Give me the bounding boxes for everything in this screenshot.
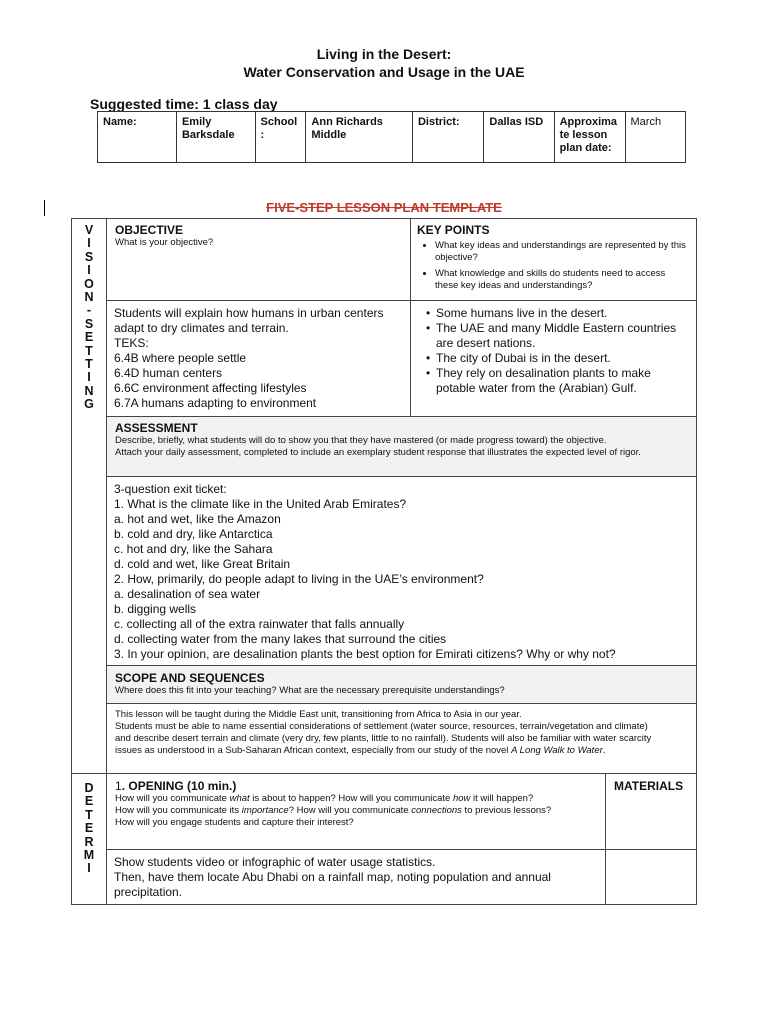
scope-line: Students must be able to name essential considerations of settlement (water source, resources, terrain/vegetation and climate) <box>115 721 648 732</box>
opening-prompt <box>115 805 597 817</box>
vision-letter: T <box>85 357 93 372</box>
document-title-line1: Living in the Desert: <box>316 46 452 62</box>
exit-ticket-line: a. hot and wet, like the Amazon <box>114 512 281 526</box>
scope-heading: SCOPE AND SEQUENCES <box>115 671 265 685</box>
determining-column <box>71 773 107 905</box>
key-points-content-cell <box>410 300 697 417</box>
objective-line: TEKS: <box>114 336 149 350</box>
school-value: Ann Richards Middle <box>306 112 413 163</box>
school-label: School : <box>255 112 306 163</box>
opening-prompt: How will you engage students and capture their interest? <box>115 817 354 828</box>
exit-ticket-line: b. cold and dry, like Antarctica <box>114 527 273 541</box>
vision-letter: I <box>87 370 91 385</box>
determining-letter: I <box>87 861 91 876</box>
objective-prompt: What is your objective? <box>115 237 214 248</box>
vision-setting-label <box>72 219 106 412</box>
determining-letter: E <box>84 821 94 836</box>
prompt-emphasis: importance <box>241 805 289 816</box>
scope-content-cell <box>106 703 697 774</box>
materials-header-cell <box>605 773 697 850</box>
opening-header-cell <box>106 773 606 850</box>
objective-content-cell <box>106 300 411 417</box>
document-title-line2: Water Conservation and Usage in the UAE <box>243 64 525 80</box>
key-points-heading: KEY POINTS <box>417 223 490 237</box>
district-value: Dallas ISD <box>484 112 554 163</box>
prompt-text: is about to happen? How will you communicate <box>249 793 453 804</box>
lesson-info-table <box>97 111 686 163</box>
exit-ticket-line: b. digging wells <box>114 602 197 616</box>
vision-letter: S <box>84 249 94 264</box>
objective-line: Students will explain how humans in urban centers <box>114 306 384 320</box>
scope-prompt: Where does this fit into your teaching? What are the necessary prerequisite understandings? <box>115 685 505 696</box>
prompt-emphasis: what <box>229 793 250 804</box>
vision-letter: E <box>84 330 94 345</box>
prompt-text: to previous lessons? <box>461 805 552 816</box>
key-points-list <box>425 306 692 396</box>
key-point-item: • The city of Dubai is in the desert. <box>436 351 692 366</box>
opening-title: . OPENING (10 min.) <box>121 779 237 793</box>
vision-letter: - <box>86 303 92 318</box>
prompt-text: How will you communicate <box>115 793 230 804</box>
objective-line: 6.4B where people settle <box>114 351 247 365</box>
book-title: A Long Walk to Water <box>511 745 603 756</box>
opening-content-cell <box>106 849 606 905</box>
district-label: District: <box>412 112 483 163</box>
key-points-prompts <box>417 240 690 292</box>
prompt-emphasis: connections <box>411 805 462 816</box>
key-points-prompt: • What knowledge and skills do students need to access these key ideas and understandings? <box>435 268 690 292</box>
name-label: Name: <box>98 112 177 163</box>
vision-letter: I <box>87 236 91 251</box>
assessment-header-cell <box>106 416 697 477</box>
opening-heading <box>115 779 597 793</box>
vision-letter: N <box>84 383 94 398</box>
assessment-content-cell <box>106 476 697 666</box>
name-value: Emily Barksdale <box>176 112 255 163</box>
date-value: March <box>625 112 686 163</box>
exit-ticket-line: d. cold and wet, like Great Britain <box>114 557 291 571</box>
objective-line: 6.6C environment affecting lifestyles <box>114 381 307 395</box>
vision-setting-column <box>71 218 107 774</box>
scope-line-end: . <box>602 745 606 756</box>
exit-ticket-line: 3-question exit ticket: <box>114 482 227 496</box>
opening-line: Then, have them locate Abu Dhabi on a rainfall map, noting population and annual <box>114 870 551 884</box>
vision-letter: S <box>84 316 94 331</box>
vision-letter: N <box>84 290 94 305</box>
exit-ticket-line: 1. What is the climate like in the United Arab Emirates? <box>114 497 407 511</box>
key-point-item: • They rely on desalination plants to make potable water from the (Arabian) Gulf. <box>436 366 692 396</box>
vision-letter: G <box>84 397 94 412</box>
scope-line: This lesson will be taught during the Middle East unit, transitioning from Africa to Asia in our year. <box>115 709 522 720</box>
determining-letter: T <box>85 807 93 822</box>
assessment-heading: ASSESSMENT <box>115 421 198 435</box>
objective-header-cell <box>106 218 411 301</box>
materials-heading: MATERIALS <box>614 779 684 793</box>
determining-letter: R <box>84 834 94 849</box>
determining-letter: D <box>84 781 94 795</box>
vision-letter: V <box>84 223 94 237</box>
key-points-header-cell <box>410 218 697 301</box>
exit-ticket-line: c. collecting all of the extra rainwater that falls annually <box>114 617 405 631</box>
scope-line: and describe desert terrain and climate (very dry, few plants, little to no rainfall). Students will also be familiar with water scarcity <box>115 733 652 744</box>
vision-letter: I <box>87 263 91 278</box>
objective-line: adapt to dry climates and terrain. <box>114 321 289 335</box>
prompt-emphasis: how <box>452 793 471 804</box>
determining-letter: M <box>83 848 95 863</box>
vision-letter: O <box>84 276 94 291</box>
opening-number: 1 <box>115 779 122 793</box>
key-point-item: • The UAE and many Middle Eastern countries are desert nations. <box>436 321 692 351</box>
prompt-text: How will you communicate its <box>115 805 242 816</box>
key-point-item: • Some humans live in the desert. <box>436 306 692 321</box>
opening-line: Show students video or infographic of water usage statistics. <box>114 855 436 869</box>
date-label: Approxima te lesson plan date: <box>554 112 625 163</box>
exit-ticket-line: d. collecting water from the many lakes that surround the cities <box>114 632 447 646</box>
exit-ticket-line: 3. In your opinion, are desalination plants the best option for Emirati citizens? Why or why not? <box>114 647 616 661</box>
materials-content-cell <box>605 849 697 905</box>
exit-ticket-line: c. hot and dry, like the Sahara <box>114 542 273 556</box>
exit-ticket-line: a. desalination of sea water <box>114 587 261 601</box>
objective-line: 6.7A humans adapting to environment <box>114 396 317 410</box>
determining-label <box>72 774 106 876</box>
scope-line <box>115 745 688 757</box>
objective-line: 6.4D human centers <box>114 366 223 380</box>
prompt-text: ? How will you communicate <box>288 805 412 816</box>
opening-prompt <box>115 793 597 805</box>
determining-letter: E <box>84 794 94 809</box>
template-title: FIVE-STEP LESSON PLAN TEMPLATE <box>266 200 502 215</box>
assessment-prompt: Describe, briefly, what students will do to show you that they have mastered (or made progress toward) the objective. <box>115 435 607 446</box>
scope-header-cell <box>106 665 697 704</box>
assessment-prompt: Attach your daily assessment, completed to include an exemplary student response that illustrates the expected level of rigor. <box>115 447 641 458</box>
prompt-text: it will happen? <box>470 793 534 804</box>
scope-line-text: issues as understood in a Sub-Saharan African context, especially from our study of the novel <box>115 745 512 756</box>
objective-heading: OBJECTIVE <box>115 223 184 237</box>
key-points-prompt: • What key ideas and understandings are represented by this objective? <box>435 240 690 264</box>
vision-letter: T <box>85 343 93 358</box>
exit-ticket-line: 2. How, primarily, do people adapt to living in the UAE’s environment? <box>114 572 484 586</box>
opening-line: precipitation. <box>114 885 183 899</box>
suggested-time: Suggested time: 1 class day <box>90 96 278 112</box>
